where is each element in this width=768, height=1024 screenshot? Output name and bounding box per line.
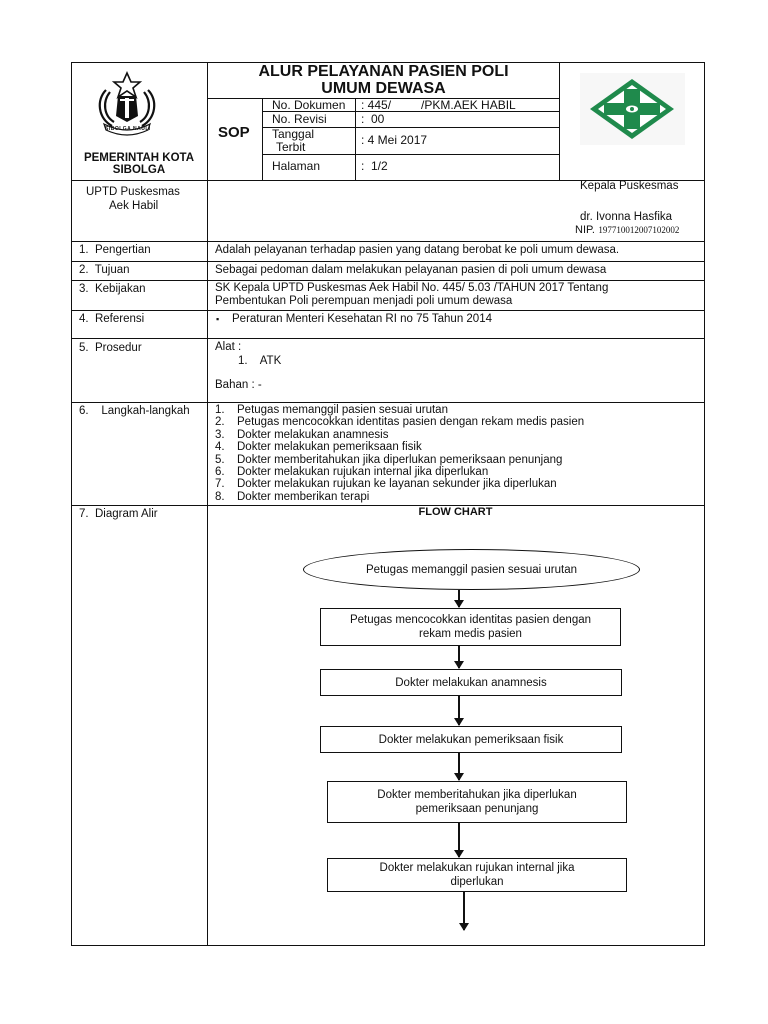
section-text-kebijakan [215, 282, 608, 308]
divider-label-column [207, 62, 208, 946]
flow-node-2-line2: rekam medis pasien [419, 628, 522, 640]
flow-arrow-3 [458, 696, 460, 725]
government-name-line2: SIBOLGA [112, 164, 166, 176]
flow-node-6-line2: diperlukan [450, 876, 504, 888]
document-title [207, 63, 560, 97]
steps-list [215, 404, 584, 503]
step-text: Dokter melakukan anamnesis [237, 428, 389, 441]
step-number: 3. [215, 428, 225, 441]
page-value: : 1/2 [361, 159, 388, 173]
flow-node-5-line1: Dokter memberitahukan jika diperlukan [377, 789, 577, 801]
flow-arrow-2 [458, 646, 460, 668]
step-text: Dokter melakukan rujukan ke layanan sekunder jika diperlukan [237, 478, 557, 491]
section-label-pengertian: 1. Pengertian [79, 244, 151, 256]
flow-arrow-4 [458, 753, 460, 780]
divider-row-6 [71, 402, 705, 403]
step-item [215, 491, 584, 503]
government-name [71, 152, 207, 176]
flow-node-6 [327, 858, 627, 892]
flow-node-2-line1: Petugas mencocokkan identitas pasien dengan [349, 614, 592, 626]
referensi-bullet: ▪ [216, 314, 220, 324]
doc-number-label: No. Dokumen [272, 98, 346, 112]
step-text: Petugas memanggil pasien sesuai urutan [237, 404, 448, 416]
step-item [215, 454, 584, 466]
step-text: Dokter melakukan pemeriksaan fisik [237, 441, 422, 454]
section-text-referensi: Peraturan Menteri Kesehatan RI no 75 Tahun 2014 [232, 313, 492, 325]
frame-bottom [71, 945, 705, 946]
sop-label: SOP [218, 124, 250, 141]
flow-node-2 [320, 608, 621, 646]
unit-name-line1: UPTD Puskesmas [86, 186, 180, 198]
divider-row-5 [71, 338, 705, 339]
step-number: 7. [215, 478, 225, 491]
nip-value: 197710012007102002 [598, 225, 680, 235]
step-item [215, 466, 584, 478]
government-name-line1: PEMERINTAH KOTA [83, 152, 195, 164]
step-number: 5. [215, 453, 225, 466]
section-text-tujuan: Sebagai pedoman dalam melakukan pelayanan pasien di poli umum dewasa [215, 264, 607, 276]
flow-arrow-1 [458, 590, 460, 607]
doc-number-value: : 445/ /PKM.AEK HABIL [361, 98, 516, 112]
step-text: Dokter memberikan terapi [237, 490, 370, 503]
issue-date-value: : 4 Mei 2017 [361, 133, 428, 147]
document-title-line2: UMUM DEWASA [321, 80, 446, 97]
prosedur-alat-label: Alat : [215, 341, 242, 353]
section-label-referensi: 4. Referensi [79, 313, 145, 325]
page-label: Halaman [272, 159, 321, 173]
flow-node-3 [320, 669, 622, 696]
kebijakan-line1: SK Kepala UPTD Puskesmas Aek Habil No. 445/ 5.03 /TAHUN 2017 Tentang [215, 282, 609, 294]
step-number: 8. [215, 490, 225, 503]
document-title-line1: ALUR PELAYANAN PASIEN POLI [258, 63, 509, 80]
unit-name [86, 185, 207, 213]
unit-name-line2: Aek Habil [109, 200, 159, 212]
flow-node-3-text: Dokter melakukan anamnesis [395, 676, 547, 689]
emblem-motto: SIBOLGA NAULI [105, 126, 151, 132]
step-item [215, 416, 584, 428]
frame-left [71, 62, 72, 946]
divider-row-4 [71, 310, 705, 311]
flow-node-5 [327, 781, 627, 823]
step-number: 6. [215, 466, 225, 479]
step-number: 4. [215, 441, 225, 454]
divider-row-2 [71, 261, 705, 262]
prosedur-bahan-label: Bahan : - [215, 379, 262, 391]
section-label-prosedur: 5. Prosedur [79, 342, 142, 354]
flow-node-6-line1: Dokter melakukan rujukan internal jika [379, 862, 575, 874]
flow-arrow-5 [458, 823, 460, 857]
issue-date-label-line2: Terbit [276, 139, 306, 154]
flow-node-4-text: Dokter melakukan pemeriksaan fisik [378, 733, 564, 746]
signer-role: Kepala Puskesmas [580, 180, 679, 192]
flow-node-1-text: Petugas memanggil pasien sesuai urutan [366, 563, 577, 576]
revision-label: No. Revisi [272, 112, 327, 126]
flow-node-4 [320, 726, 622, 753]
section-label-kebijakan: 3. Kebijakan [79, 283, 146, 295]
divider-row-3 [71, 280, 705, 281]
section-label-tujuan: 2. Tujuan [79, 264, 130, 276]
section-label-diagram: 7. Diagram Alir [79, 508, 158, 520]
step-item [215, 441, 584, 453]
step-item [215, 429, 584, 441]
revision-value: : 00 [361, 112, 385, 126]
puskesmas-logo [580, 73, 685, 145]
step-text: Petugas mencocokkan identitas pasien dengan rekam medis pasien [237, 416, 585, 429]
frame-right [704, 62, 705, 946]
divider-meta-3 [262, 154, 560, 155]
signer-name: dr. Ivonna Hasfika [580, 211, 673, 223]
section-label-langkah: 6. Langkah-langkah [79, 405, 190, 417]
issue-date-label [272, 128, 314, 153]
flow-node-1 [303, 549, 640, 590]
flowchart-title: FLOW CHART [418, 506, 493, 518]
step-number: 1. [215, 404, 225, 416]
kebijakan-line2: Pembentukan Poli perempuan menjadi poli umum dewasa [215, 295, 513, 307]
step-item [215, 404, 584, 416]
flow-arrow-6 [463, 892, 465, 930]
step-number: 2. [215, 416, 225, 429]
issue-date-label-line1: Tanggal [272, 127, 315, 141]
step-item [215, 478, 584, 490]
flow-node-5-line2: pemeriksaan penunjang [415, 803, 539, 815]
step-text: Dokter melakukan rujukan internal jika diperlukan [237, 466, 489, 479]
divider-row-1 [71, 241, 705, 242]
section-text-pengertian: Adalah pelayanan terhadap pasien yang datang berobat ke poli umum dewasa. [215, 244, 620, 256]
prosedur-alat-item: 1. ATK [238, 355, 282, 367]
nip-label: NIP. [575, 224, 595, 236]
step-text: Dokter memberitahukan jika diperlukan pemeriksaan penunjang [237, 453, 563, 466]
signer-nip [575, 223, 679, 237]
